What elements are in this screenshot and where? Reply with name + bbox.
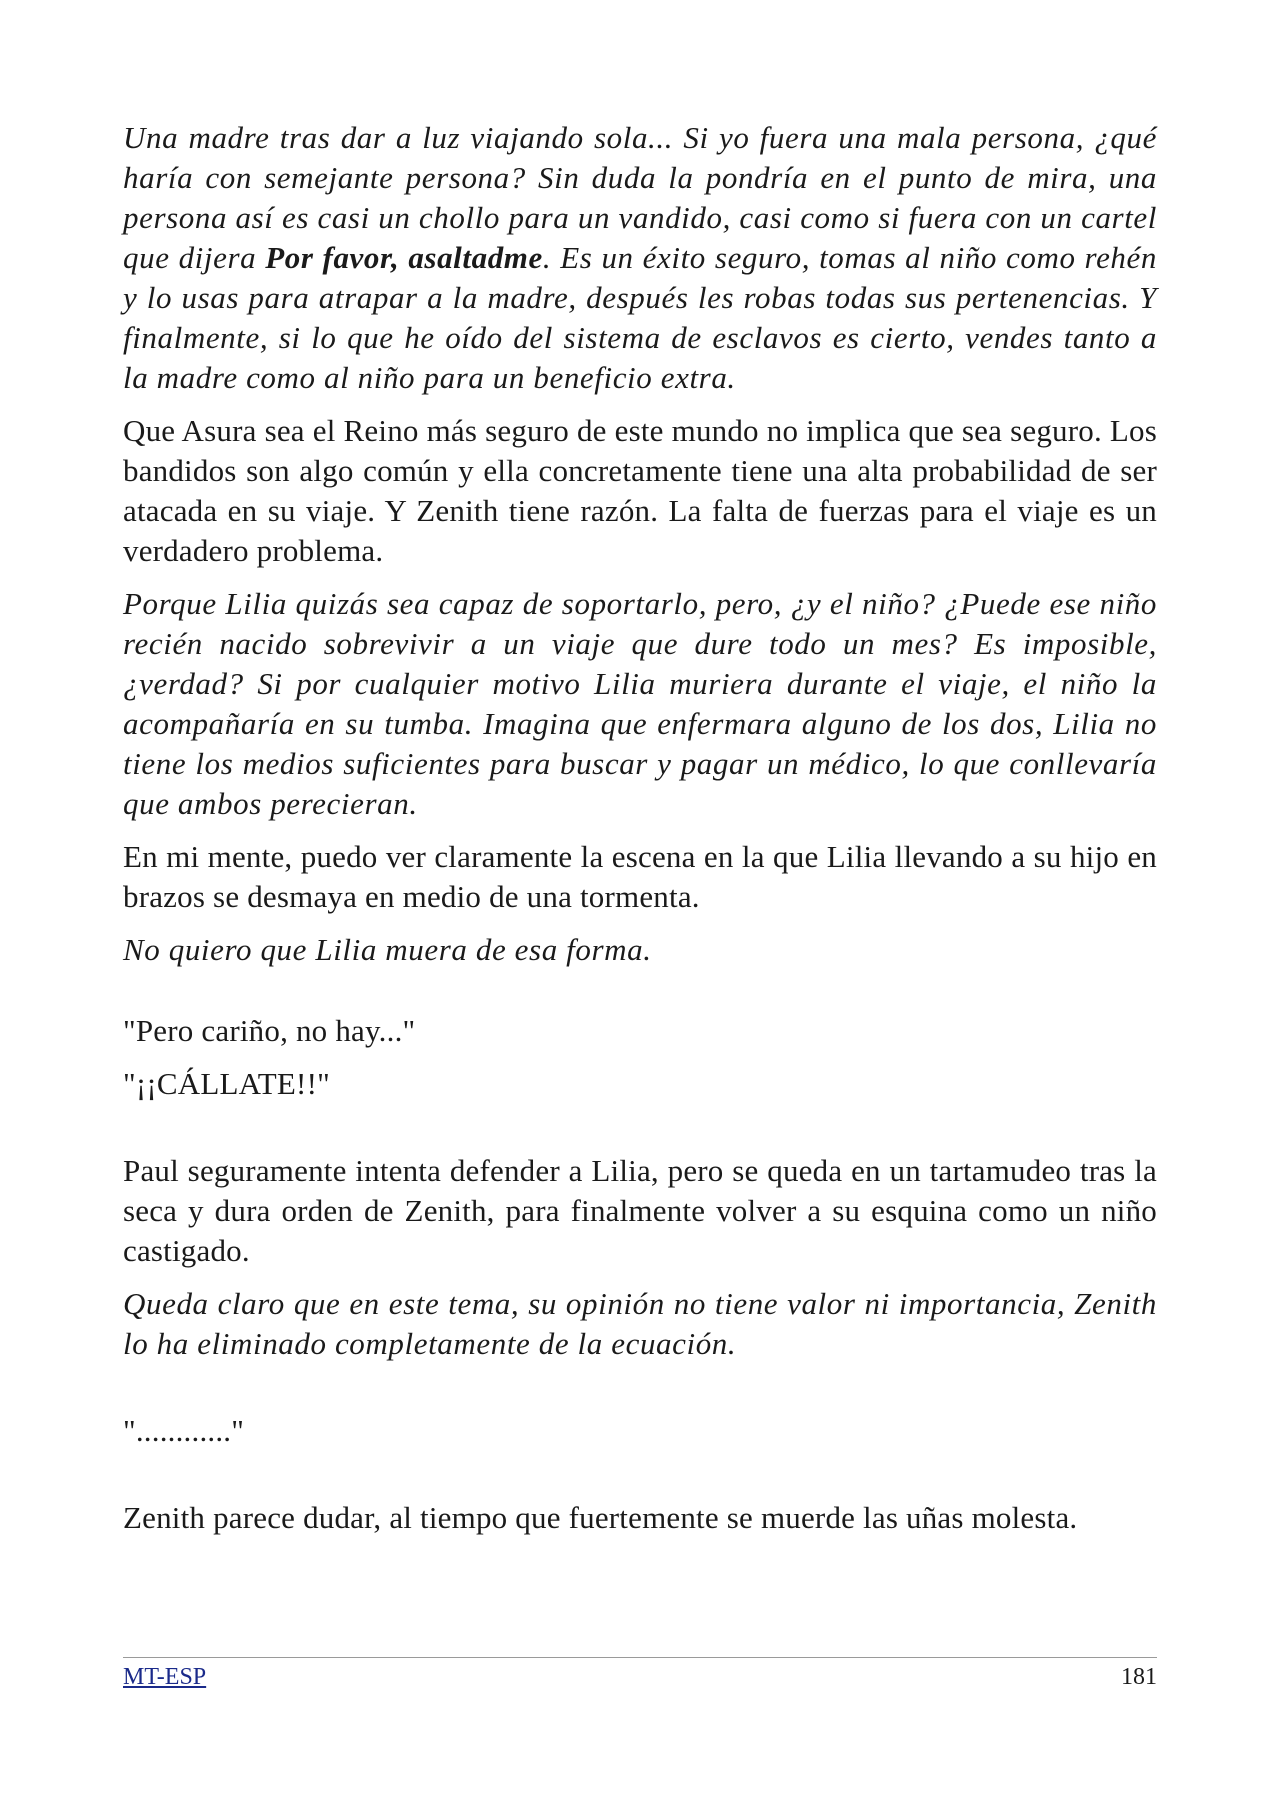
paragraph-italic-3: Porque Lilia quizás sea capaz de soportarlo, pero, ¿y el niño? ¿Puede ese niño recién nacido sobrevivir a un viaje que dure todo un mes? Es imposible, ¿verdad? Si por cualquier motivo Lilia muriera durante el viaje, el niño la acompañaría en su tumba. Imagina que enfermara alguno de los dos, Lilia no tiene los medios suficientes para buscar y pagar un médico, lo que conllevaría que ambos perecieran. <box>123 586 1157 821</box>
footer-divider <box>123 1657 1157 1658</box>
paragraph-text: Una madre tras dar a luz viajando sola... Si yo fuera una mala persona, ¿qué haría con semejante persona? Sin duda la pondría en el punto de mira, una persona así es casi un chollo para un vandido, casi como si fuera con un cartel que dijera <box>123 120 1157 275</box>
paragraph-italic-1 <box>123 118 1157 398</box>
page-footer <box>123 1657 1157 1692</box>
spacer <box>123 1464 1157 1498</box>
document-body <box>123 118 1157 1551</box>
bold-phrase: Por favor, asaltadme <box>265 240 543 275</box>
dialogue-line-3: "............" <box>123 1413 245 1448</box>
footer-row <box>123 1662 1157 1692</box>
paragraph-text: . Es un éxito seguro, tomas al niño como rehén y lo usas para atrapar a la madre, después les robas todas sus pertenencias. Y finalmente, si lo que he oído del sistema de esclavos es cierto, vendes tanto a la madre como al niño para un beneficio extra. <box>123 240 1157 395</box>
page-number: 181 <box>1121 1664 1157 1690</box>
dialogue-line-1: "Pero cariño, no hay..." <box>123 1013 416 1048</box>
paragraph-2: Que Asura sea el Reino más seguro de este mundo no implica que sea seguro. Los bandidos son algo común y ella concretamente tiene una alta probabilidad de ser atacada en su viaje. Y Zenith tiene razón. La falta de fuerzas para el viaje es un verdadero problema. <box>123 413 1157 568</box>
paragraph-italic-5: No quiero que Lilia muera de esa forma. <box>123 932 652 967</box>
spacer <box>123 1117 1157 1151</box>
dialogue-line-2: "¡¡CÁLLATE!!" <box>123 1066 330 1101</box>
footer-source-link[interactable]: MT-ESP <box>123 1664 207 1690</box>
paragraph-8: Zenith parece dudar, al tiempo que fuertemente se muerde las uñas molesta. <box>123 1500 1078 1535</box>
paragraph-italic-7: Queda claro que en este tema, su opinión no tiene valor ni importancia, Zenith lo ha eliminado completamente de la ecuación. <box>123 1286 1157 1361</box>
paragraph-6: Paul seguramente intenta defender a Lilia, pero se queda en un tartamudeo tras la seca y dura orden de Zenith, para finalmente volver a su esquina como un niño castigado. <box>123 1153 1157 1268</box>
spacer <box>123 1377 1157 1411</box>
spacer <box>123 983 1157 1011</box>
paragraph-4: En mi mente, puedo ver claramente la escena en la que Lilia llevando a su hijo en brazos se desmaya en medio de una tormenta. <box>123 839 1157 914</box>
